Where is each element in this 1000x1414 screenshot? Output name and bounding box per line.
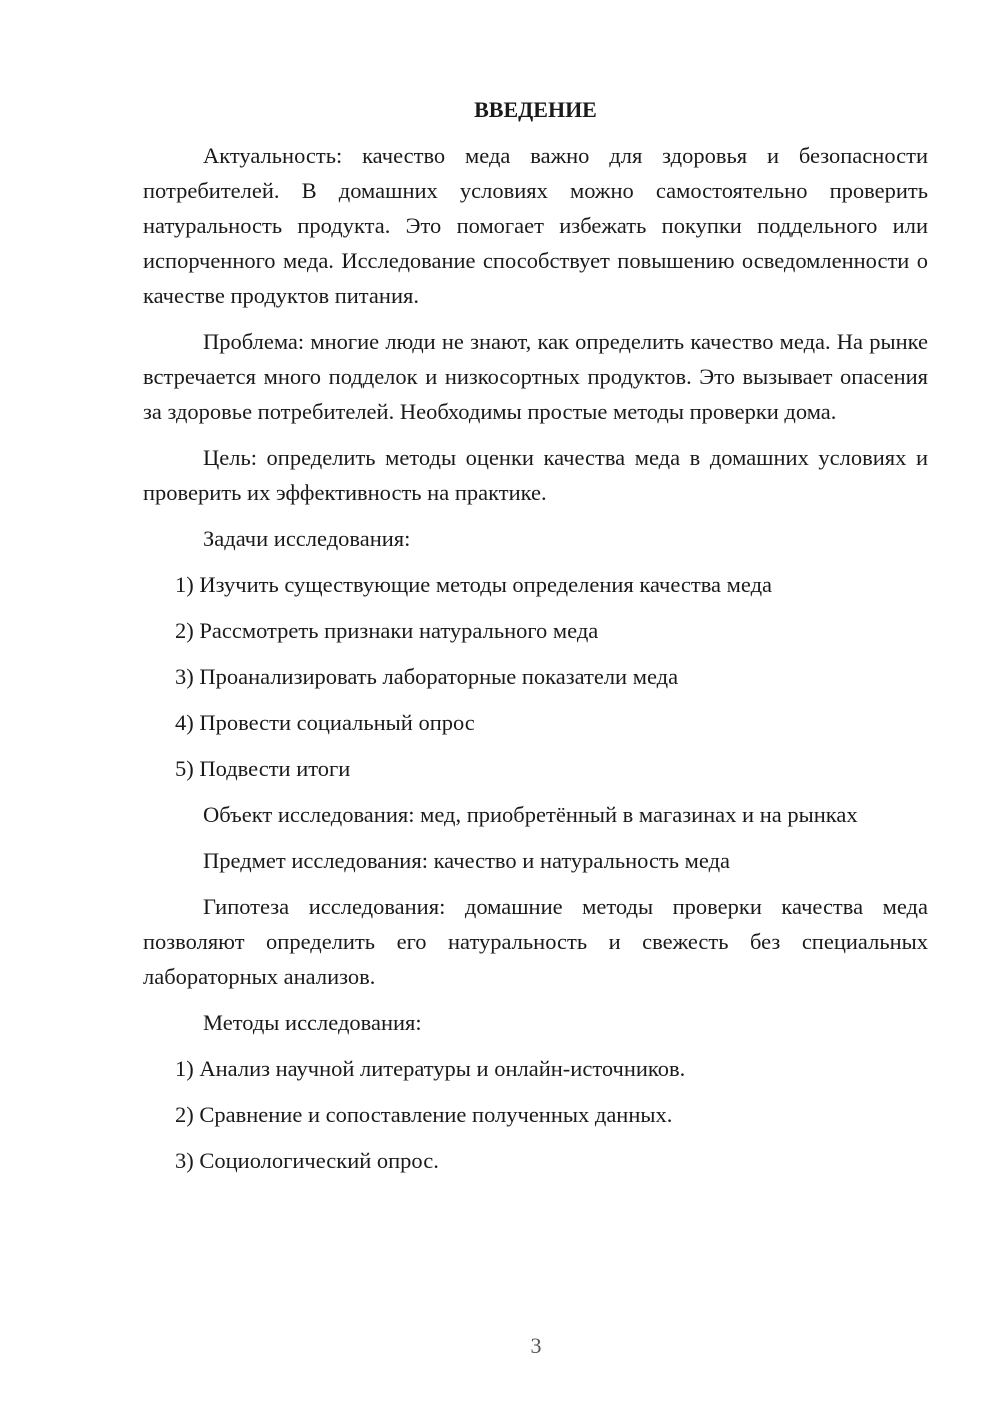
task-item-1: 1) Изучить существующие методы определения качества меда xyxy=(175,572,773,597)
problem-paragraph: Проблема: многие люди не знают, как определить качество меда. На рынке встречается много подделок и низкосортных продуктов. Это вызывает опасения за здоровье потребителей. Необходимы простые методы проверки дома. xyxy=(143,329,928,424)
method-item-2: 2) Сравнение и сопоставление полученных данных. xyxy=(175,1102,673,1127)
research-object: Объект исследования: мед, приобретённый в магазинах и на рынках xyxy=(203,802,858,827)
relevance-paragraph: Актуальность: качество меда важно для здоровья и безопасности потребителей. В домашних условиях можно самостоятельно проверить натуральность продукта. Это помогает избежать покупки поддельного или испорченного меда. Исследование способствует повышению осведомленности о качестве продуктов питания. xyxy=(143,143,928,308)
research-subject: Предмет исследования: качество и натуральность меда xyxy=(203,848,731,873)
tasks-heading: Задачи исследования: xyxy=(203,526,411,551)
method-item-3: 3) Социологический опрос. xyxy=(175,1148,439,1173)
task-item-3: 3) Проанализировать лабораторные показатели меда xyxy=(175,664,679,689)
task-item-2: 2) Рассмотреть признаки натурального меда xyxy=(175,618,599,643)
goal-paragraph: Цель: определить методы оценки качества меда в домашних условиях и проверить их эффективность на практике. xyxy=(143,445,928,505)
page-content xyxy=(143,92,928,1189)
page-number: 3 xyxy=(530,1333,542,1358)
section-title: ВВЕДЕНИЕ xyxy=(474,97,597,122)
task-item-5: 5) Подвести итоги xyxy=(175,756,351,781)
task-item-4: 4) Провести социальный опрос xyxy=(175,710,475,735)
methods-heading: Методы исследования: xyxy=(203,1010,422,1035)
method-item-1: 1) Анализ научной литературы и онлайн-источников. xyxy=(175,1056,686,1081)
hypothesis-paragraph: Гипотеза исследования: домашние методы проверки качества меда позволяют определить его натуральность и свежесть без специальных лабораторных анализов. xyxy=(143,894,928,989)
